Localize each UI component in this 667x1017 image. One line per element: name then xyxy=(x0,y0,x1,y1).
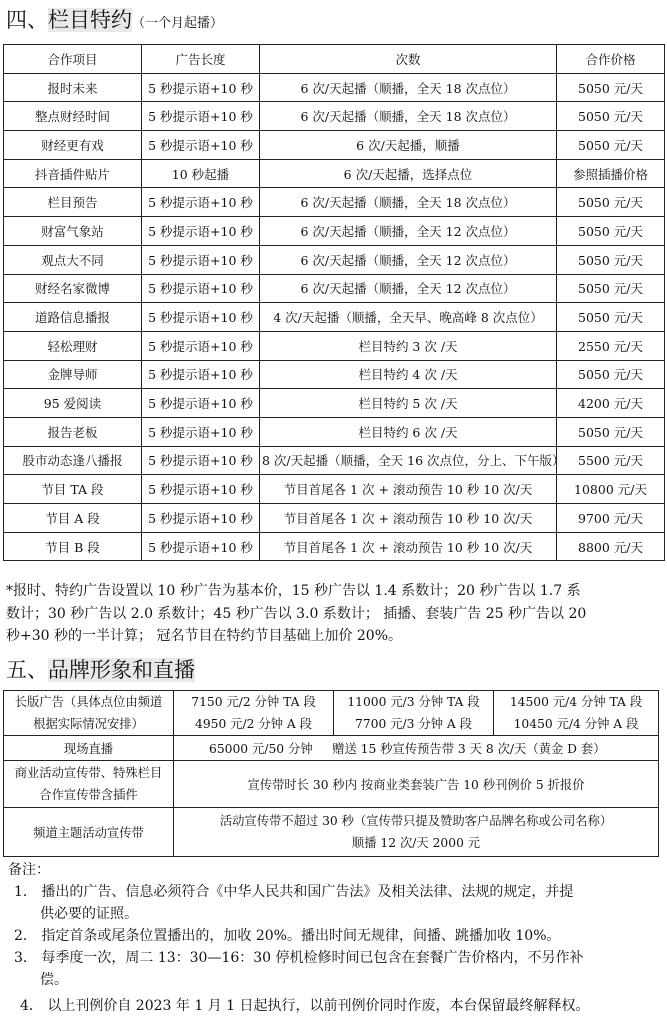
cell-price: 4200 元/天 xyxy=(557,389,665,418)
long-ad-2min xyxy=(174,691,334,736)
cell-price: 5050 元/天 xyxy=(557,131,665,160)
table-row xyxy=(4,504,665,533)
cell-price: 5050 元/天 xyxy=(557,417,665,446)
cell-price: 10800 元/天 xyxy=(557,475,665,504)
price-line: 4950 元/2 分钟 A 段 xyxy=(195,717,312,731)
table-row xyxy=(4,245,665,274)
table-row xyxy=(4,808,659,857)
cell-count: 6 次/天起播（顺播，全天 18 次点位） xyxy=(260,102,557,131)
cell-item: 整点财经时间 xyxy=(4,102,142,131)
cell-item: 节目 B 段 xyxy=(4,532,142,561)
remark-text: 指定首条或尾条位置播出的，加收 20%。播出时间无规律，间播、跳播加收 10%。 xyxy=(41,928,561,944)
table-row xyxy=(4,217,665,246)
header-item: 合作项目 xyxy=(4,45,142,74)
table-row xyxy=(4,131,665,160)
cell-length: 5 秒提示语+10 秒 xyxy=(142,102,260,131)
promo-label-line: 商业活动宣传带、特殊栏目 xyxy=(14,766,163,780)
cell-price: 参照插播价格 xyxy=(557,159,665,188)
cell-item: 股市动态逢八播报 xyxy=(4,446,142,475)
remark-item xyxy=(8,881,584,903)
cell-price: 5050 元/天 xyxy=(557,102,665,131)
cell-length: 5 秒提示语+10 秒 xyxy=(142,532,260,561)
theme-label: 频道主题活动宣传带 xyxy=(4,808,174,857)
table-row xyxy=(4,73,665,102)
remark-cut-line: 4． 以上刊例价自 2023 年 1 月 1 日起执行，以前刊例价同时作废，本台保留最终解释权。 xyxy=(20,998,590,1014)
cell-count: 6 次/天起播（顺播，全天 12 次点位） xyxy=(260,245,557,274)
cell-price: 9700 元/天 xyxy=(557,504,665,533)
cell-length: 5 秒提示语+10 秒 xyxy=(142,303,260,332)
cell-price: 5050 元/天 xyxy=(557,303,665,332)
cell-length: 5 秒提示语+10 秒 xyxy=(142,73,260,102)
long-ad-3min xyxy=(334,691,494,736)
cell-count: 栏目特约 4 次 /天 xyxy=(260,360,557,389)
section5-title-prefix: 五、 xyxy=(6,658,48,682)
section4-subtitle: （一个月起播） xyxy=(132,16,224,31)
table-header-row xyxy=(4,45,665,74)
cell-price: 5050 元/天 xyxy=(557,73,665,102)
table-row xyxy=(4,331,665,360)
cell-length: 5 秒提示语+10 秒 xyxy=(142,446,260,475)
cell-count: 6 次/天起播（顺播，全天 18 次点位） xyxy=(260,188,557,217)
promo-content: 宣传带时长 30 秒内 按商业类套装广告 10 秒刊例价 5 折报价 xyxy=(174,761,659,808)
cell-price: 5050 元/天 xyxy=(557,274,665,303)
cell-item: 栏目预告 xyxy=(4,188,142,217)
table-row xyxy=(4,188,665,217)
remarks-heading: 备注： xyxy=(8,862,50,878)
section4-note xyxy=(6,580,586,648)
table-row xyxy=(4,389,665,418)
cell-item: 抖音插件贴片 xyxy=(4,159,142,188)
promo-label-line: 合作宣传带含插件 xyxy=(39,788,138,802)
long-ad-label-line: 长版广告（具体点位由频道 xyxy=(14,695,163,709)
cell-length: 5 秒提示语+10 秒 xyxy=(142,504,260,533)
cell-length: 5 秒提示语+10 秒 xyxy=(142,217,260,246)
remark-text: 每季度一次，周二 13：30—16：30 停机检修时间已包含在套餐广告价格内，不另作补 xyxy=(41,950,584,966)
theme-content-line: 顺播 12 次/天 2000 元 xyxy=(351,836,481,850)
sponsorship-table-body xyxy=(4,73,665,561)
remark-text: 供必要的证照。 xyxy=(40,906,138,922)
cell-item: 95 爱阅读 xyxy=(4,389,142,418)
remark-num: 2． xyxy=(14,928,37,944)
header-price: 合作价格 xyxy=(557,45,665,74)
promo-label xyxy=(4,761,174,808)
cell-item: 道路信息播报 xyxy=(4,303,142,332)
section4-title xyxy=(6,7,223,37)
remark-text: 播出的广告、信息必须符合《中华人民共和国广告法》及相关法律、法规的规定，并提 xyxy=(41,884,574,900)
cell-count: 8 次/天起播（顺播，全天 16 次点位，分上、下午版） xyxy=(260,446,557,475)
cell-length: 5 秒提示语+10 秒 xyxy=(142,417,260,446)
cell-price: 5050 元/天 xyxy=(557,188,665,217)
cell-count: 栏目特约 5 次 /天 xyxy=(260,389,557,418)
cell-length: 5 秒提示语+10 秒 xyxy=(142,131,260,160)
table-row xyxy=(4,303,665,332)
cell-price: 8800 元/天 xyxy=(557,532,665,561)
remark-item xyxy=(8,947,584,969)
cell-count: 6 次/天起播（顺播，全天 18 次点位） xyxy=(260,73,557,102)
price-line: 14500 元/4 分钟 TA 段 xyxy=(509,695,643,709)
cell-length: 10 秒起播 xyxy=(142,159,260,188)
section5-title xyxy=(6,657,195,683)
cell-item: 节目 TA 段 xyxy=(4,475,142,504)
table-row xyxy=(4,360,665,389)
header-length: 广告长度 xyxy=(142,45,260,74)
cell-length: 5 秒提示语+10 秒 xyxy=(142,245,260,274)
cell-item: 财经更有戏 xyxy=(4,131,142,160)
cell-length: 5 秒提示语+10 秒 xyxy=(142,360,260,389)
long-ad-label-line: 根据实际情况安排） xyxy=(33,717,144,731)
cell-count: 6 次/天起播，顺播 xyxy=(260,131,557,160)
note-line: 数计；30 秒广告以 2.0 系数计；45 秒广告以 3.0 系数计； 插播、套装广告 25 秒广告以 20 xyxy=(6,605,587,622)
cell-count: 4 次/天起播（顺播，全天早、晚高峰 8 次点位） xyxy=(260,303,557,332)
table-row xyxy=(4,736,659,761)
cell-item: 财经名家微博 xyxy=(4,274,142,303)
table-row xyxy=(4,274,665,303)
table-row xyxy=(4,446,665,475)
live-label: 现场直播 xyxy=(4,736,174,761)
cell-count: 节目首尾各 1 次 + 滚动预告 10 秒 10 次/天 xyxy=(260,504,557,533)
table-row xyxy=(4,691,659,736)
price-line: 10450 元/4 分钟 A 段 xyxy=(513,717,639,731)
cell-item: 轻松理财 xyxy=(4,331,142,360)
cell-item: 财富气象站 xyxy=(4,217,142,246)
table-row xyxy=(4,159,665,188)
section4-title-prefix: 四、 xyxy=(6,8,48,32)
price-line: 11000 元/3 分钟 TA 段 xyxy=(347,695,480,709)
price-line: 7700 元/3 分钟 A 段 xyxy=(355,717,472,731)
cell-item: 报时未来 xyxy=(4,73,142,102)
cell-count: 节目首尾各 1 次 + 滚动预告 10 秒 10 次/天 xyxy=(260,475,557,504)
cell-count: 6 次/天起播，选择点位 xyxy=(260,159,557,188)
table-row xyxy=(4,761,659,808)
live-price: 65000 元/50 分钟 xyxy=(209,742,313,756)
sponsorship-table xyxy=(3,44,665,561)
cell-item: 金牌导师 xyxy=(4,360,142,389)
cell-price: 2550 元/天 xyxy=(557,331,665,360)
theme-content-line: 活动宣传带不超过 30 秒（宣传带只提及赞助客户品牌名称或公司名称） xyxy=(219,814,613,828)
cell-length: 5 秒提示语+10 秒 xyxy=(142,188,260,217)
cell-length: 5 秒提示语+10 秒 xyxy=(142,389,260,418)
long-ad-label xyxy=(4,691,174,736)
remark-num: 3． xyxy=(14,950,37,966)
cell-price: 5050 元/天 xyxy=(557,360,665,389)
cell-length: 5 秒提示语+10 秒 xyxy=(142,274,260,303)
live-detail xyxy=(174,736,659,761)
cell-item: 节目 A 段 xyxy=(4,504,142,533)
cell-item: 观点大不同 xyxy=(4,245,142,274)
cell-item: 报告老板 xyxy=(4,417,142,446)
theme-content xyxy=(174,808,659,857)
section4-title-highlight: 栏目特约 xyxy=(48,8,132,32)
brand-live-table xyxy=(3,690,659,857)
remark-item xyxy=(8,925,584,947)
section5-title-highlight: 品牌形象和直播 xyxy=(48,658,195,682)
remarks xyxy=(8,859,584,991)
cell-count: 栏目特约 6 次 /天 xyxy=(260,417,557,446)
price-line: 7150 元/2 分钟 TA 段 xyxy=(191,695,316,709)
table-row xyxy=(4,532,665,561)
note-line: 秒+30 秒的一半计算； 冠名节目在特约节目基础上加价 20%。 xyxy=(6,628,403,644)
cell-price: 5500 元/天 xyxy=(557,446,665,475)
live-gift: 赠送 15 秒宣传预告带 3 天 8 次/天（黄金 D 套） xyxy=(332,742,606,756)
remark-text: 偿。 xyxy=(40,972,68,988)
long-ad-4min xyxy=(494,691,659,736)
cell-count: 6 次/天起播（顺播，全天 12 次点位） xyxy=(260,217,557,246)
cell-length: 5 秒提示语+10 秒 xyxy=(142,475,260,504)
note-line: *报时、特约广告设置以 10 秒广告为基本价，15 秒广告以 1.4 系数计；20 秒广告以 1.7 系 xyxy=(6,583,581,599)
cell-price: 5050 元/天 xyxy=(557,245,665,274)
cell-price: 5050 元/天 xyxy=(557,217,665,246)
cell-count: 节目首尾各 1 次 + 滚动预告 10 秒 10 次/天 xyxy=(260,532,557,561)
cell-length: 5 秒提示语+10 秒 xyxy=(142,331,260,360)
table-row xyxy=(4,417,665,446)
table-row xyxy=(4,102,665,131)
cell-count: 6 次/天起播（顺播，全天 12 次点位） xyxy=(260,274,557,303)
header-count: 次数 xyxy=(260,45,557,74)
remark-num: 1． xyxy=(14,884,37,900)
cell-count: 栏目特约 3 次 /天 xyxy=(260,331,557,360)
table-row xyxy=(4,475,665,504)
